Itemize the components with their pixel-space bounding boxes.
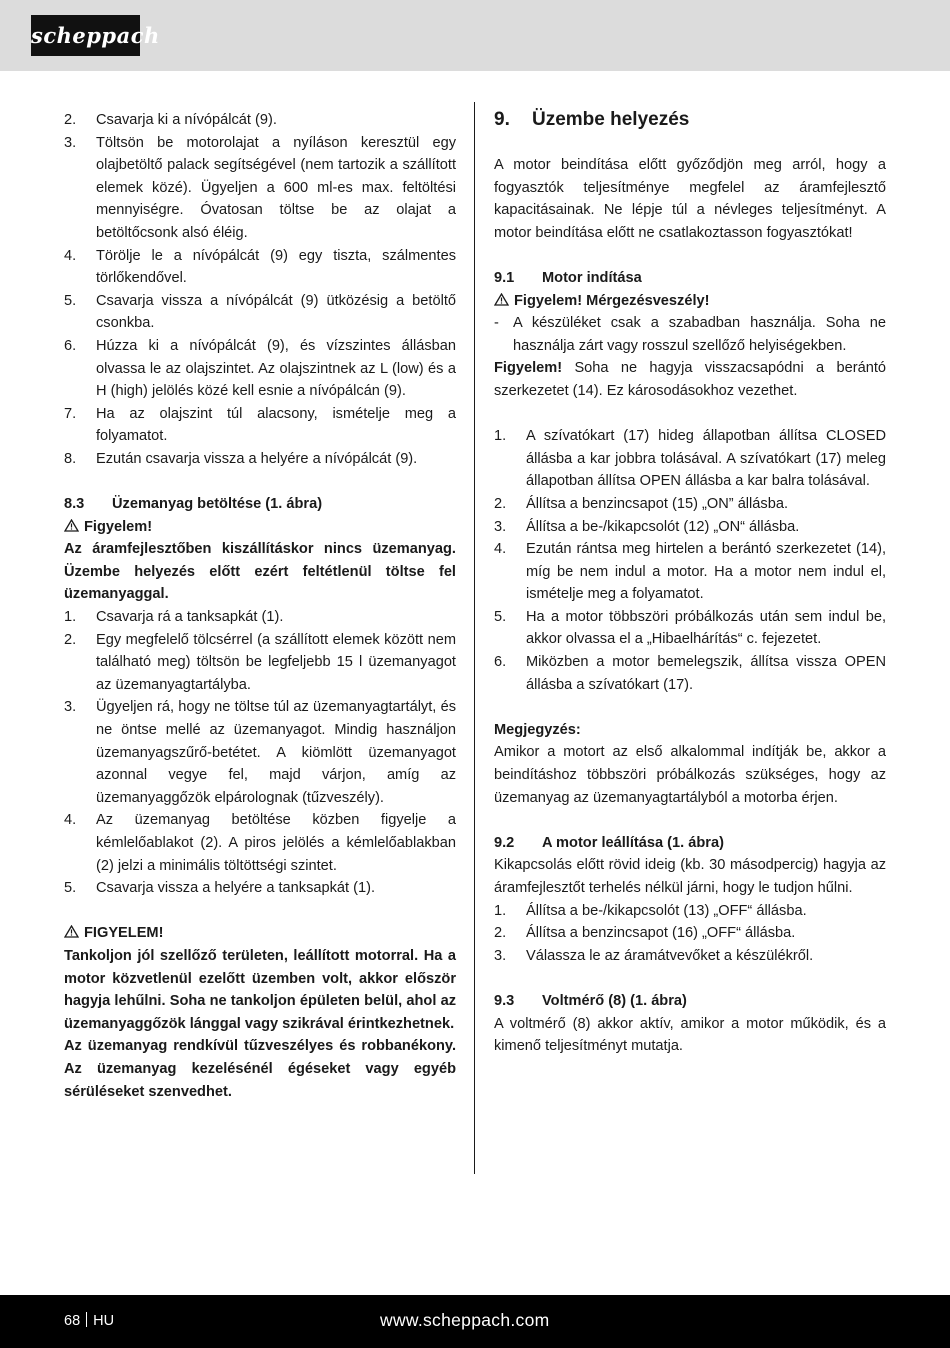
start-steps-list [494,425,886,696]
list-item: 8. Ezután csavarja vissza a helyére a nívópálcát (9). [64,450,418,467]
separator [86,1312,87,1327]
list-item: 1. Állítsa a be-/kikapcsolót (13) „OFF“ állásba. [494,902,807,919]
list-item: 4. Törölje le a nívópálcát (9) egy tiszta, szálmentes törlőkendővel. [64,247,456,287]
list-item: 1. A szívatókart (17) hideg állapotban állítsa CLOSED állásba a kar jobbra tolásával. A szívatókart (17) meleg állapotban állítsa OPEN állásba a kar balra tolásával. [494,428,886,490]
list-item: 2. Csavarja ki a nívópálcát (9). [64,112,277,128]
caution-heading: FIGYELEM! [64,922,456,945]
list-item: 7. Ha az olajszint túl alacsony, ismételje meg a folyamatot. [64,405,456,445]
caution-text-2: Az üzemanyag rendkívül tűzveszélyes és robbanékony. Az üzemanyag kezelésénél égéseket vagy egyéb sérüléseket szenvedhet. [64,1038,456,1100]
list-item: 4. Ezután rántsa meg hirtelen a berántó szerkezetet (14), míg be nem indul a motor. Ha a motor nem indul el, ismételje meg a folyamatot. [494,541,886,603]
outdoor-use-list [494,312,886,357]
section-9-1-heading: 9.1 Motor indítása [494,269,642,286]
oil-steps-list [64,109,456,471]
right-column [494,109,886,1058]
section-9-3-heading: 9.3 Voltmérő (8) (1. ábra) [494,992,687,1009]
left-column [64,109,456,1103]
list-item: 2. Állítsa a benzincsapot (16) „OFF“ állásba. [494,925,796,942]
list-item: 2. Egy megfelelő tölcsérrel (a szállított elemek között nem található meg) töltsön be legfeljebb 15 l üzemanyagot az üzemanyagtartályba. [64,631,456,693]
list-item: 3. Válassza le az áramátvevőket a készülékről. [494,947,814,964]
list-item: 4. Az üzemanyag betöltése közben figyelje a kémlelőablakot (2). A piros jelölés a kémlelőablakban (2) jelzi a minimális töltöttségi szintet. [64,812,456,874]
language-code: HU [93,1313,115,1329]
page-header [0,0,950,71]
stop-steps-list [494,900,886,968]
fuel-steps-list [64,606,456,900]
website-url: www.scheppach.com [380,1310,550,1330]
scheppach-logo: scheppach [31,15,140,56]
poison-warning: Figyelem! Mérgezésveszély! [494,290,886,313]
section-9-heading: 9. Üzembe helyezés [494,109,690,130]
section-9-2-heading: 9.2 A motor leállítása (1. ábra) [494,834,724,851]
warning-line: Figyelem! [64,516,456,539]
section-8-3-heading: 8.3 Üzemanyag betöltése (1. ábra) [64,496,323,513]
page-footer [0,1295,950,1348]
list-item: 2. Állítsa a benzincsapot (15) „ON” állásba. [494,495,788,512]
warning-triangle-icon [64,925,79,938]
note-text: Amikor a motort az első alkalommal indítják be, akkor a beindításhoz többszöri próbálkozás szükséges, hogy az üzemanyag az üzemanyagtartályból a motorba érjen. [494,744,886,806]
list-item: 5. Ha a motor többszöri próbálkozás után sem indul be, akkor olvassa el a „Hibaelhárítás“ c. fejezetet. [494,608,886,648]
warning-triangle-icon [494,293,509,306]
warning-triangle-icon [64,519,79,532]
recoil-attention: Figyelem! Soha ne hagyja visszacsapódni a berántó szerkezetet (14). Ez károsodásokhoz vezethet. [494,360,886,399]
section-9-2-intro: Kikapcsolás előtt rövid ideig (kb. 30 másodpercig) hagyja az áramfejlesztőt terhelés nélkül járni, hogy le tudjon hűlni. [494,857,886,896]
section-9-3-text: A voltmérő (8) akkor aktív, amikor a motor működik, és a kimenő teljesítményt mutatja. [494,1015,886,1055]
note-label: Megjegyzés: [494,721,581,738]
list-item: 5. Csavarja vissza a helyére a tanksapkát (1). [64,880,376,897]
list-item: 1. Csavarja rá a tanksapkát (1). [64,609,284,626]
list-item: 6. Húzza ki a nívópálcát (9), és vízszintes állásban olvassa le az olajszintet. Az olajszintnek az L (low) és a H (high) jelölés közé kell esnie a nívópálcán (9). [64,337,456,400]
fuel-warning-text: Az áramfejlesztőben kiszállításkor nincs üzemanyag. Üzembe helyezés előtt ezért feltétlenül töltse fel üzemanyaggal. [64,541,456,603]
list-item: 5. Csavarja vissza a nívópálcát (9) ütközésig a betöltő csonkba. [64,292,456,332]
section-9-intro: A motor beindítása előtt győződjön meg arról, hogy a fogyasztók teljesítménye megfelel az áramfejlesztő kapacitásainak. Ne lépje túl a névleges teljesítményt. A motor beindítása előtt ne csatlakoztasson fogyasztókat! [494,157,886,241]
column-divider [474,102,475,1174]
caution-text-1: Tankoljon jól szellőző területen, leállított motorral. Ha a motor közvetlenül ezelőtt üzemben volt, akkor először hagyja lehűlni. Soha ne tankoljon épületen belül, ahol az üzemanyaggőzök lánggal vagy szikrával érintkezhetnek. [64,947,456,1032]
page-number: 68 HU [64,1313,115,1329]
list-item: - A készüléket csak a szabadban használja. Soha ne használja zárt vagy rosszul szellőző helyiségekben. [494,315,886,354]
list-item: 3. Töltsön be motorolajat a nyíláson keresztül egy olajbetöltő palack segítségével (nem tartozik a szállított elemek közé). Ügyeljen a 600 ml-es max. feltöltési mennyiségre. Óvatosan töltse be az olajat a betöltőcsonk alsó éléig. [64,134,456,241]
list-item: 6. Miközben a motor bemelegszik, állítsa vissza OPEN állásba a szívatókart (17). [494,654,886,693]
list-item: 3. Állítsa a be-/kikapcsolót (12) „ON“ állásba. [494,518,800,535]
list-item: 3. Ügyeljen rá, hogy ne töltse túl az üzemanyagtartályt, és ne öntse mellé az üzemanyagot. Mindig használjon üzemanyagszűrő-betétet. A kiömlött üzemanyagot azonnal vegye fel, majd várjon, amíg az üzemanyaggőzök elpárolognak (tűzveszély). [64,699,456,806]
